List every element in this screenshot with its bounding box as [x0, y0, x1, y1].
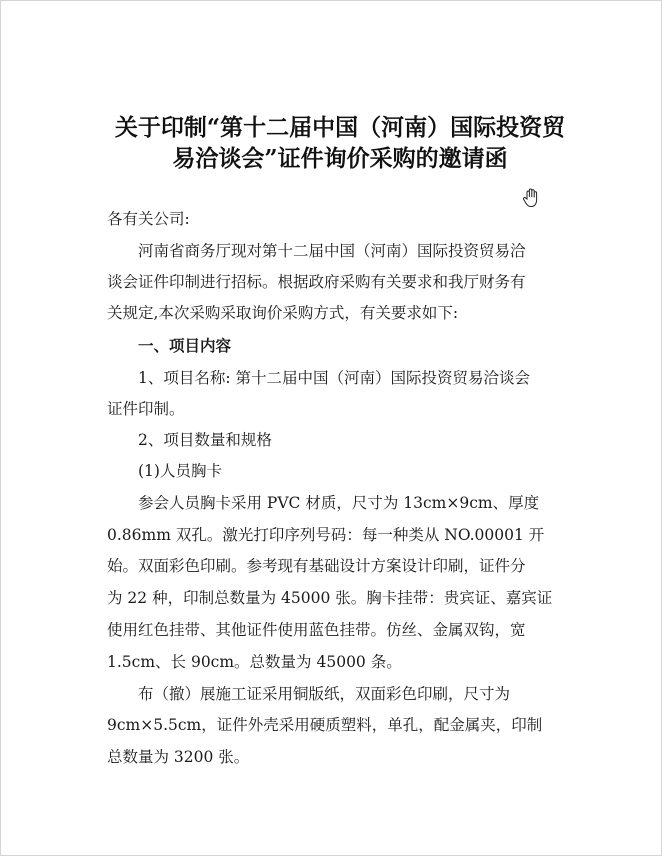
document-title-line-2: 易洽谈会”证件询价采购的邀请函: [172, 145, 508, 172]
construction-paragraph-line-3: 总数量为 3200 张。: [107, 748, 250, 766]
salutation: 各有关公司:: [107, 210, 190, 228]
item2-heading: 2、项目数量和规格: [138, 431, 272, 449]
badge-paragraph-line-1: 参会人员胸卡采用 PVC 材质，尺寸为 13cm×9cm、厚度: [138, 494, 540, 512]
section-heading: 一、项目内容: [138, 337, 232, 355]
badge-paragraph-line-2: 0.86mm 双孔。激光打印序列号码：每一种类从 NO.00001 开: [107, 526, 545, 544]
badge-paragraph-line-5: 使用红色挂带、其他证件使用蓝色挂带。仿丝、金属双钩，宽: [107, 621, 526, 639]
intro-line-1: 河南省商务厅现对第十二届中国（河南）国际投资贸易洽: [138, 242, 526, 260]
construction-paragraph-line-2: 9cm×5.5cm，证件外壳采用硬质塑料，单孔，配金属夹，印制: [107, 716, 543, 734]
intro-line-2: 谈会证件印制进行招标。根据政府采购有关要求和我厅财务有: [107, 273, 526, 291]
badge-paragraph-line-4: 为 22 种，印制总数量为 45000 张。胸卡挂带：贵宾证、嘉宾证: [107, 589, 553, 607]
item1-line-1: 1、项目名称: 第十二届中国（河南）国际投资贸易洽谈会: [138, 369, 531, 387]
item1-line-2: 证件印制。: [107, 400, 185, 418]
construction-paragraph-line-1: 布（撤）展施工证采用铜版纸，双面彩色印刷，尺寸为: [138, 685, 511, 703]
document-title-line-1: 关于印制“第十二届中国（河南）国际投资贸: [114, 114, 566, 141]
subitem1-heading: (1)人员胸卡: [138, 462, 222, 480]
intro-line-3: 关规定,本次采购采取询价采购方式，有关要求如下:: [107, 304, 459, 322]
hand-pointer-icon: [522, 188, 540, 208]
badge-paragraph-line-3: 始。双面彩色印刷。参考现有基础设计方案设计印刷，证件分: [107, 557, 526, 575]
badge-paragraph-line-6: 1.5cm、长 90cm。总数量为 45000 条。: [107, 653, 402, 671]
